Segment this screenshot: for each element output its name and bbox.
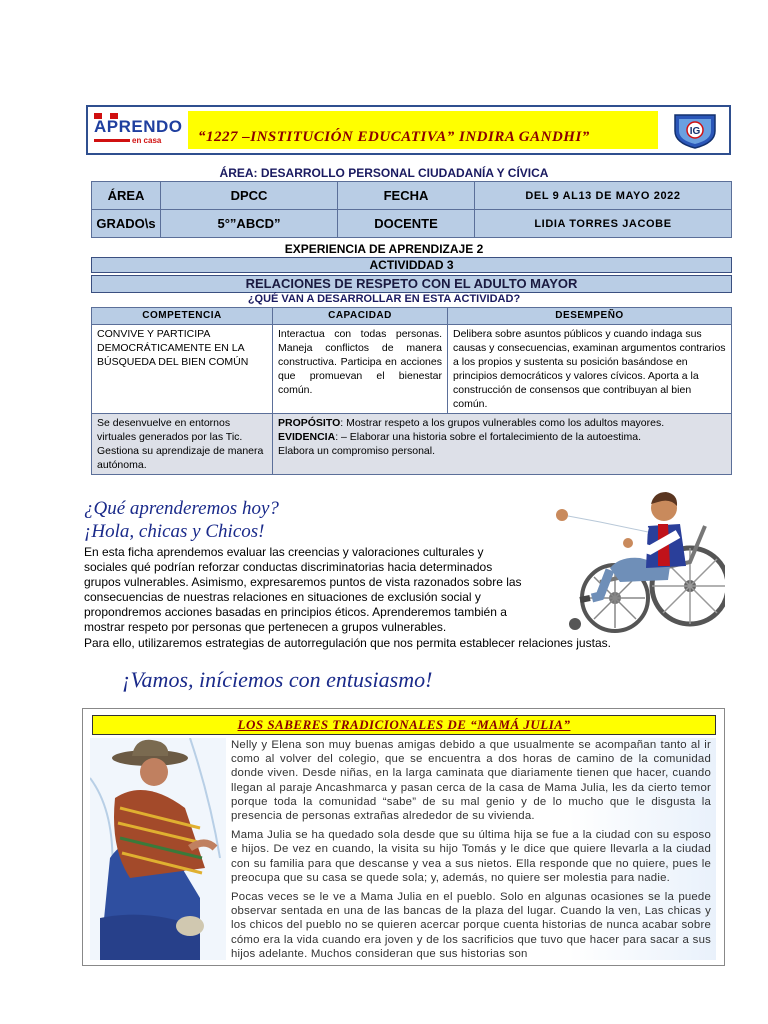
school-title: “1227 –INSTITUCIÓN EDUCATIVA” INDIRA GANDHI” bbox=[198, 129, 590, 145]
tic-cell: Se desenvuelve en entornos virtuales generados por las Tic. Gestiona su aprendizaje de manera autónoma. bbox=[92, 414, 273, 475]
area-value: DPCC bbox=[161, 182, 338, 210]
proposito-text: : Mostrar respeto a los grupos vulnerables como los adultos mayores. bbox=[340, 417, 665, 429]
experiencia-title: EXPERIENCIA DE APRENDIZAJE 2 bbox=[284, 242, 484, 256]
proposito-evidencia-cell bbox=[273, 414, 732, 475]
area-label: ÁREA bbox=[92, 182, 161, 210]
heading-que-aprenderemos: ¿Qué aprenderemos hoy? bbox=[84, 498, 279, 519]
heading-hola: ¡Hola, chicas y Chicos! bbox=[84, 521, 265, 542]
school-crest-icon bbox=[671, 111, 719, 149]
svg-text:IG: IG bbox=[689, 126, 701, 137]
capacidad-text: Interactua con todas personas. Maneja conflictos de manera constructiva. Participa en acciones que promuevan el bienestar común. bbox=[278, 328, 442, 396]
story-text bbox=[231, 738, 711, 966]
aprendo-en-casa-logo bbox=[92, 113, 188, 147]
question-heading: ¿QUÉ VAN A DESARROLLAR EN ESTA ACTIVIDAD? bbox=[247, 293, 521, 305]
info-table bbox=[91, 181, 732, 238]
header-capacidad: CAPACIDAD bbox=[273, 308, 448, 325]
area-title: ÁREA: DESARROLLO PERSONAL CIUDADANÍA Y CÍVICA bbox=[219, 166, 549, 180]
proposito-label: PROPÓSITO bbox=[278, 417, 341, 429]
fecha-label: FECHA bbox=[338, 182, 475, 210]
story-title: LOS SABERES TRADICIONALES DE “MAMÁ JULIA” bbox=[92, 715, 716, 735]
grado-value: 5°”ABCD” bbox=[161, 210, 338, 238]
capacidad-cell bbox=[273, 325, 448, 414]
competencia-cell: CONVIVE Y PARTICIPA DEMOCRÁTICAMENTE EN LA BÚSQUEDA DEL BIEN COMÚN bbox=[92, 325, 273, 414]
evidencia-text: : – Elaborar una historia sobre el fortalecimiento de la autoestima. bbox=[335, 431, 642, 443]
intro-paragraph: En esta ficha aprendemos evaluar las creencias y valoraciones culturales y sociales qué podrían reforzar conductas discriminatorias hacia determinados grupos vulnerables. Asimismo, expresaremos puntos de vista razonados sobre las consecuencias de nuestras relaciones en situaciones de exclusión social y propondremos acciones basadas en principios éticos. Aprenderemos también a mostrar respeto por personas que pertenecen a grupos vulnerables. bbox=[84, 545, 522, 634]
actividad-title-bar: RELACIONES DE RESPETO CON EL ADULTO MAYOR bbox=[91, 275, 732, 293]
logo-text: APRENDO bbox=[94, 117, 183, 136]
header-competencia: COMPETENCIA bbox=[92, 308, 273, 325]
header-banner bbox=[86, 105, 731, 155]
docente-value: LIDIA TORRES JACOBE bbox=[475, 210, 732, 238]
fecha-value: DEL 9 AL13 DE MAYO 2022 bbox=[475, 182, 732, 210]
story-paragraph-3: Pocas veces se le ve a Mama Julia en el pueblo. Solo en algunas ocasiones se la puede observar sentada en una de las bancas de la plaza del lugar. Cuando la ven, Las chicas y los chicos del pueblo no se quieren acercar porque cuenta historias de nunca acabar sobre cómo era la vida cuando era joven y de los sacrificios que tuvo que hacer para sacar a sus hijos adelante. Muchos consideran que sus historias son bbox=[231, 891, 711, 960]
competencias-table bbox=[91, 307, 732, 475]
mama-julia-illustration bbox=[90, 738, 227, 960]
grado-label: GRADO\s bbox=[92, 210, 161, 238]
story-paragraph-2: Mama Julia se ha quedado sola desde que su última hija se fue a la ciudad con su esposo e hijos. De vez en cuando, la visita su hijo Tomás y le dice que quiere llevarla a la ciudad con su familia para que descanse y vea a sus nietos. Ella responde que no quiere, pues le preocupa que su casa se quede sola; y, además, no quiere ser molestia para nadie. bbox=[231, 829, 711, 884]
evidencia-label: EVIDENCIA bbox=[278, 431, 336, 443]
story-paragraph-1: Nelly y Elena son muy buenas amigas debido a que usualmente se acompañan tanto al ir como al volver del colegio, que se encuentra a dos horas de camino de la comunidad donde viven. Desde niñas, en la larga caminata que diariamente tienen que hacer, cuando llegan al paraje Ancashmarca y pasan cerca de la casa de Mama Julia, les da cierto temor porque toda la comunidad “sabe” de su mal genio y de lo mucho que le disgusta la presencia de personas extrañas alrededor de su vivienda. bbox=[231, 739, 711, 823]
vamos-heading: ¡Vamos, iníciemos con entusiasmo! bbox=[122, 667, 433, 692]
intro-closing: Para ello, utilizaremos estrategias de autorregulación que nos permita establecer relaciones justas. bbox=[84, 636, 611, 650]
wheelchair-man-illustration bbox=[540, 486, 725, 636]
docente-label: DOCENTE bbox=[338, 210, 475, 238]
intro-headings bbox=[84, 497, 279, 543]
evidencia-text-2: Elabora un compromiso personal. bbox=[278, 445, 435, 457]
header-desempeno: DESEMPEÑO bbox=[448, 308, 732, 325]
actividad-bar: ACTIVIDDAD 3 bbox=[91, 257, 732, 273]
desempeno-cell: Delibera sobre asuntos públicos y cuando indaga sus causas y consecuencias, examinan argumentos contrarios a los propios y sustenta su posición basándose en principios democráticos y valores cívicos. Aporta a la construcción de consensos que contribuyan al bien común. bbox=[448, 325, 732, 414]
logo-subtext: en casa bbox=[132, 136, 162, 145]
